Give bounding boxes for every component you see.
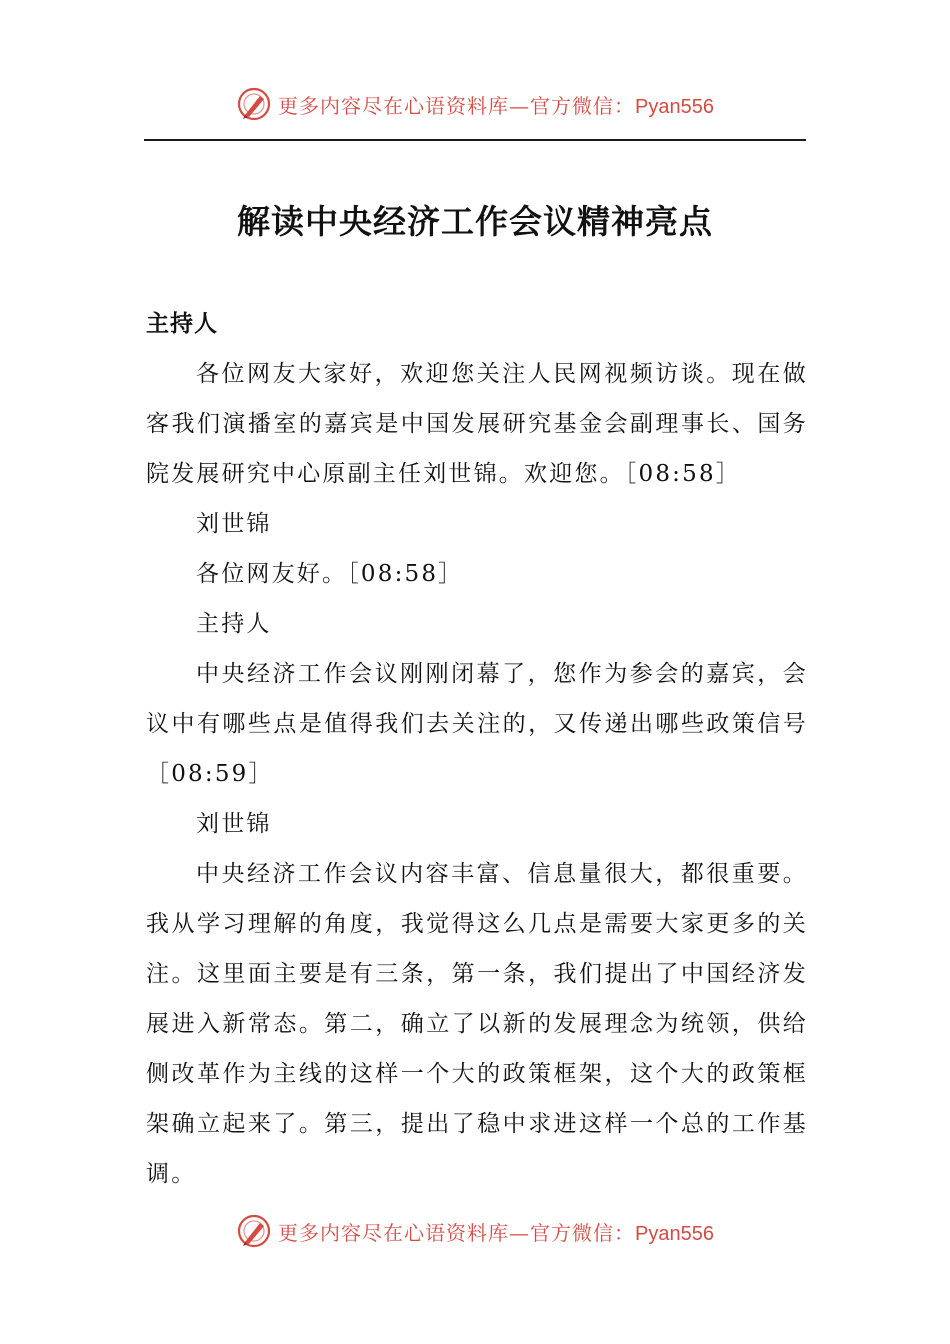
footer-watermark — [0, 1209, 950, 1253]
speaker-label: 刘世锦 — [196, 811, 272, 837]
transcript-body — [146, 299, 808, 1199]
pen-logo-icon — [236, 1213, 272, 1249]
page-title: 解读中央经济工作会议精神亮点 — [237, 202, 713, 241]
speech-paragraph: 中央经济工作会议内容丰富、信息量很大，都很重要。我从学习理解的角度，我觉得这么几点是需要大家更多的关注。这里面主要是有三条，第一条，我们提出了中国经济发展进入新常态。第二，确立了以新的发展理念为统领，供给侧改革作为主线的这样一个大的政策框架，这个大的政策框架确立起来了。第三，提出了稳中求进这样一个总的工作基调。 — [146, 861, 808, 1187]
speaker-label: 主持人 — [146, 311, 218, 337]
speaker-label: 主持人 — [196, 611, 272, 637]
speech-paragraph: 各位网友好。［08:58］ — [196, 561, 464, 587]
watermark-text: 更多内容尽在心语资料库—官方微信：Pyan556 — [278, 1220, 714, 1245]
header-divider — [144, 139, 806, 141]
speech-paragraph: 中央经济工作会议刚刚闭幕了，您作为参会的嘉宾，会议中有哪些点是值得我们去关注的，又传递出哪些政策信号［08:59］ — [146, 661, 808, 787]
pen-logo-icon — [236, 86, 272, 122]
header-watermark — [0, 82, 950, 126]
speaker-label: 刘世锦 — [196, 511, 272, 537]
speech-paragraph: 各位网友大家好，欢迎您关注人民网视频访谈。现在做客我们演播室的嘉宾是中国发展研究基金会副理事长、国务院发展研究中心原副主任刘世锦。欢迎您。［08:58］ — [146, 361, 808, 487]
watermark-text: 更多内容尽在心语资料库—官方微信：Pyan556 — [278, 93, 714, 118]
